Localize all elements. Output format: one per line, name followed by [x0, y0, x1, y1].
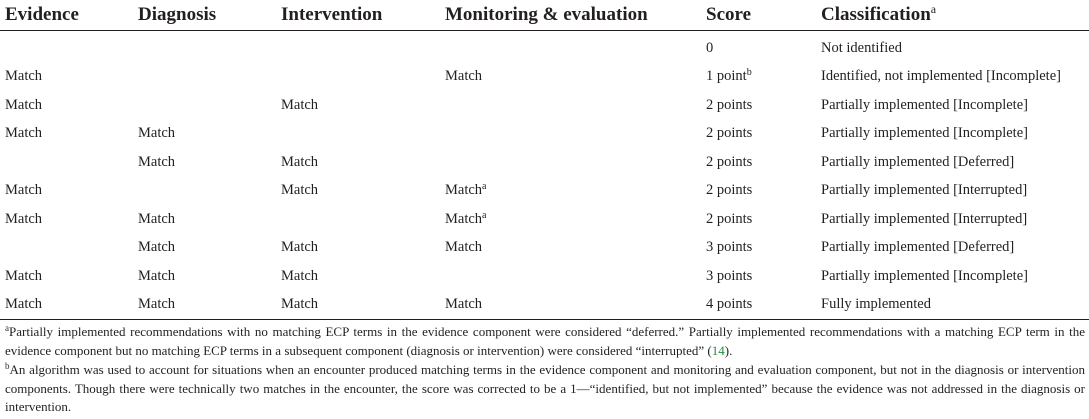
table-row: [0, 63, 1089, 92]
cell-monitoring: [440, 205, 701, 234]
header-evidence: Evidence: [0, 0, 133, 31]
cell-evidence: [0, 291, 133, 320]
cell-classification: [816, 177, 1089, 206]
footnote-a-text-end: ).: [724, 342, 733, 358]
table-header: [0, 0, 1089, 31]
table-row: [0, 234, 1089, 263]
cell-score-text: 3 points: [706, 239, 753, 256]
header-monitoring: Monitoring & evaluation: [440, 0, 701, 31]
footnote-marker: a: [930, 2, 937, 16]
cell-classification: [816, 205, 1089, 234]
cell-evidence: [0, 234, 133, 263]
table-row: [0, 148, 1089, 177]
cell-diagnosis-text: Match: [138, 296, 176, 313]
cell-score-text: 2 points: [706, 96, 753, 113]
cell-diagnosis: [133, 177, 276, 206]
cell-monitoring: [440, 91, 701, 120]
footnote-marker: a: [482, 181, 487, 193]
cell-intervention-text: Match: [281, 267, 319, 284]
table-row: [0, 205, 1089, 234]
cell-monitoring-text: Match: [445, 68, 483, 85]
footnote-b-text: An algorithm was used to account for situations when an encounter produced matching terms in the evidence component and monitoring and evaluation component, but not in the diagnosis or intervention components. Though there were technically two matches in the encounter, the score was corrected to be a 1—“identified, but not implemented” because the evidence was not addressed in the diagnosis or intervention.: [5, 362, 1085, 414]
table-row: [0, 120, 1089, 149]
cell-evidence: [0, 262, 133, 291]
cell-monitoring: [440, 291, 701, 320]
cell-intervention: [276, 234, 440, 263]
cell-intervention: [276, 262, 440, 291]
cell-intervention-text: Match: [281, 96, 319, 113]
cell-monitoring-text: Match: [445, 210, 483, 227]
cell-score: [701, 177, 816, 206]
cell-score: [701, 205, 816, 234]
cell-score: [701, 291, 816, 320]
cell-score-text: 4 points: [706, 296, 753, 313]
cell-classification-text: Partially implemented [Interrupted]: [821, 182, 1028, 199]
cell-evidence-text: Match: [5, 182, 43, 199]
cell-evidence: [0, 120, 133, 149]
cell-monitoring-text: Match: [445, 239, 483, 256]
cell-monitoring-text: Match: [445, 296, 483, 313]
cell-monitoring: [440, 148, 701, 177]
cell-monitoring: [440, 234, 701, 263]
cell-score-text: 2 points: [706, 153, 753, 170]
cell-monitoring: [440, 262, 701, 291]
table-row: [0, 291, 1089, 320]
cell-classification-text: Fully implemented: [821, 296, 931, 313]
header-row: [0, 0, 1089, 31]
cell-intervention: [276, 291, 440, 320]
cell-diagnosis-text: Match: [138, 239, 176, 256]
cell-score: [701, 63, 816, 92]
cell-monitoring: [440, 63, 701, 92]
table-row: [0, 91, 1089, 120]
header-diagnosis: Diagnosis: [133, 0, 276, 31]
cell-classification-text: Identified, not implemented [Incomplete]: [821, 68, 1061, 85]
cell-intervention: [276, 91, 440, 120]
cell-evidence-text: Match: [5, 125, 43, 142]
cell-evidence-text: Match: [5, 96, 43, 113]
cell-diagnosis: [133, 91, 276, 120]
footnote-marker: a: [482, 209, 487, 221]
table-footnotes: [0, 320, 1089, 417]
cell-monitoring-text: Match: [445, 182, 483, 199]
cell-score: [701, 120, 816, 149]
cell-diagnosis: [133, 234, 276, 263]
cell-monitoring: [440, 120, 701, 149]
cell-intervention: [276, 177, 440, 206]
cell-score-text: 2 points: [706, 210, 753, 227]
header-score: Score: [701, 0, 816, 31]
cell-diagnosis-text: Match: [138, 153, 176, 170]
cell-score: [701, 31, 816, 63]
cell-diagnosis: [133, 120, 276, 149]
cell-classification-text: Partially implemented [Incomplete]: [821, 267, 1028, 284]
cell-diagnosis: [133, 148, 276, 177]
table-row: [0, 262, 1089, 291]
cell-classification: [816, 148, 1089, 177]
cell-intervention-text: Match: [281, 153, 319, 170]
cell-intervention: [276, 120, 440, 149]
cell-score: [701, 262, 816, 291]
footnote-a: [5, 323, 1085, 360]
cell-evidence: [0, 148, 133, 177]
cell-score: [701, 148, 816, 177]
cell-classification: [816, 63, 1089, 92]
cell-diagnosis: [133, 31, 276, 63]
cell-diagnosis: [133, 262, 276, 291]
cell-intervention-text: Match: [281, 239, 319, 256]
cell-evidence-text: Match: [5, 68, 43, 85]
cell-evidence-text: Match: [5, 267, 43, 284]
cell-monitoring: [440, 177, 701, 206]
cell-classification-text: Partially implemented [Incomplete]: [821, 96, 1028, 113]
footnote-b: [5, 361, 1085, 417]
header-classification-label: Classification: [821, 4, 931, 25]
cell-diagnosis-text: Match: [138, 267, 176, 284]
cell-score-text: 2 points: [706, 125, 753, 142]
cell-evidence: [0, 91, 133, 120]
cell-classification-text: Not identified: [821, 39, 902, 56]
header-intervention: Intervention: [276, 0, 440, 31]
header-classification: [816, 0, 1089, 31]
cell-classification-text: Partially implemented [Deferred]: [821, 239, 1015, 256]
footnote-a-text: Partially implemented recommendations with no matching ECP terms in the evidence component were considered “deferred.” Partially implemented recommendations with a matching ECP term in the evidence component but no matching ECP terms in a subsequent component (diagnosis or intervention) were considered “interrupted” (: [5, 324, 1085, 358]
cell-intervention-text: Match: [281, 182, 319, 199]
cell-classification-text: Partially implemented [Deferred]: [821, 153, 1015, 170]
footnote-b-marker: b: [5, 361, 10, 371]
cell-evidence-text: Match: [5, 296, 43, 313]
cell-evidence: [0, 31, 133, 63]
cell-diagnosis: [133, 291, 276, 320]
table-row: [0, 31, 1089, 63]
cell-diagnosis: [133, 63, 276, 92]
cell-diagnosis: [133, 205, 276, 234]
cell-evidence-text: Match: [5, 210, 43, 227]
cell-classification: [816, 31, 1089, 63]
cell-intervention: [276, 148, 440, 177]
reference-link[interactable]: 14: [711, 342, 725, 358]
footnote-a-marker: a: [5, 323, 9, 333]
cell-classification: [816, 91, 1089, 120]
cell-score-text: 2 points: [706, 182, 753, 199]
cell-score-text: 1 point: [706, 68, 747, 85]
cell-evidence: [0, 63, 133, 92]
cell-intervention-text: Match: [281, 296, 319, 313]
cell-score-text: 3 points: [706, 267, 753, 284]
footnote-marker: b: [746, 67, 752, 79]
cell-diagnosis-text: Match: [138, 210, 176, 227]
table-row: [0, 177, 1089, 206]
cell-intervention: [276, 63, 440, 92]
cell-classification: [816, 262, 1089, 291]
cell-score-text: 0: [706, 39, 714, 56]
cell-classification: [816, 234, 1089, 263]
cell-diagnosis-text: Match: [138, 125, 176, 142]
cell-classification-text: Partially implemented [Incomplete]: [821, 125, 1028, 142]
cell-score: [701, 234, 816, 263]
cell-classification: [816, 120, 1089, 149]
cell-evidence: [0, 205, 133, 234]
cell-classification: [816, 291, 1089, 320]
table-body: [0, 31, 1089, 320]
cell-score: [701, 91, 816, 120]
cell-monitoring: [440, 31, 701, 63]
cell-intervention: [276, 205, 440, 234]
cell-classification-text: Partially implemented [Interrupted]: [821, 210, 1028, 227]
cell-evidence: [0, 177, 133, 206]
cell-intervention: [276, 31, 440, 63]
